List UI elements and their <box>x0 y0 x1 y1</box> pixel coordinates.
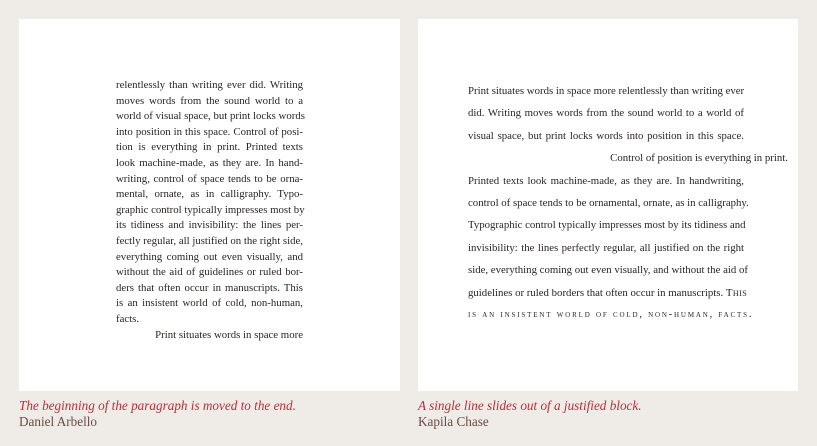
right-smallcaps-word: This <box>725 286 748 299</box>
right-line: Typographic control typically impresses most by its tidiness and <box>468 219 746 232</box>
left-line: is an insistent world of cold, non-human, <box>116 297 303 310</box>
left-line: mental, ornate, as in calligraphy. Typo- <box>116 188 303 201</box>
right-caption-title: A single line slides out of a justified block. <box>418 398 642 413</box>
left-line: world of visual space, but print locks words <box>116 110 305 123</box>
left-line: relentlessly than writing ever did. Writing <box>116 79 303 91</box>
left-caption-title: The beginning of the paragraph is moved to the end. <box>19 398 296 413</box>
left-line: everything coming out even visually, and <box>116 250 303 263</box>
left-line: moves words from the sound world to a <box>116 94 303 107</box>
left-line: facts. <box>116 312 140 325</box>
left-line: writing, control of space tends to be orna- <box>116 172 303 185</box>
right-line: invisibility: the lines perfectly regular, all justified on the right <box>468 241 744 254</box>
right-sliding-line: Control of position is everything in print. <box>610 152 788 165</box>
right-line: control of space tends to be ornamental, ornate, as in calligraphy. <box>468 196 749 209</box>
left-sample-panel <box>19 19 400 391</box>
right-line: visual space, but print locks words into position in this space. <box>468 129 744 142</box>
left-line: tion is everything in print. Printed texts <box>116 141 303 154</box>
left-line: graphic control typically impresses most by <box>116 203 305 216</box>
right-caption <box>418 398 642 430</box>
left-moved-first-line: Print situates words in space more <box>155 328 303 341</box>
left-line: into position in this space. Control of posi- <box>116 125 303 138</box>
right-line: side, everything coming out even visually, and without the aid of <box>468 264 748 277</box>
left-caption-author: Daniel Arbello <box>19 414 98 429</box>
right-line-text: guidelines or ruled borders that often occur in manuscripts. <box>468 286 724 299</box>
right-sample-text <box>468 80 788 326</box>
right-sample-panel <box>418 19 798 391</box>
left-line: its tidiness and invisibility: the lines per- <box>116 219 303 232</box>
right-line: Print situates words in space more relentlessly than writing ever <box>468 85 745 97</box>
right-smallcaps-line: is an insistent world of cold, non-human, facts. <box>468 308 754 320</box>
right-line: did. Writing moves words from the sound world to a world of <box>468 107 744 120</box>
left-line: look machine-made, as they are. In hand- <box>116 156 303 169</box>
right-line: Printed texts look machine-made, as they are. In handwriting, <box>468 174 744 187</box>
left-caption <box>19 398 296 430</box>
right-line <box>468 282 748 304</box>
left-line: ders that often occur in manuscripts. This <box>116 281 303 294</box>
right-caption-author: Kapila Chase <box>418 414 489 429</box>
left-line: fectly regular, all justified on the right side, <box>116 234 303 247</box>
left-sample-text <box>116 78 303 343</box>
left-line: without the aid of guidelines or ruled bor- <box>116 266 303 279</box>
